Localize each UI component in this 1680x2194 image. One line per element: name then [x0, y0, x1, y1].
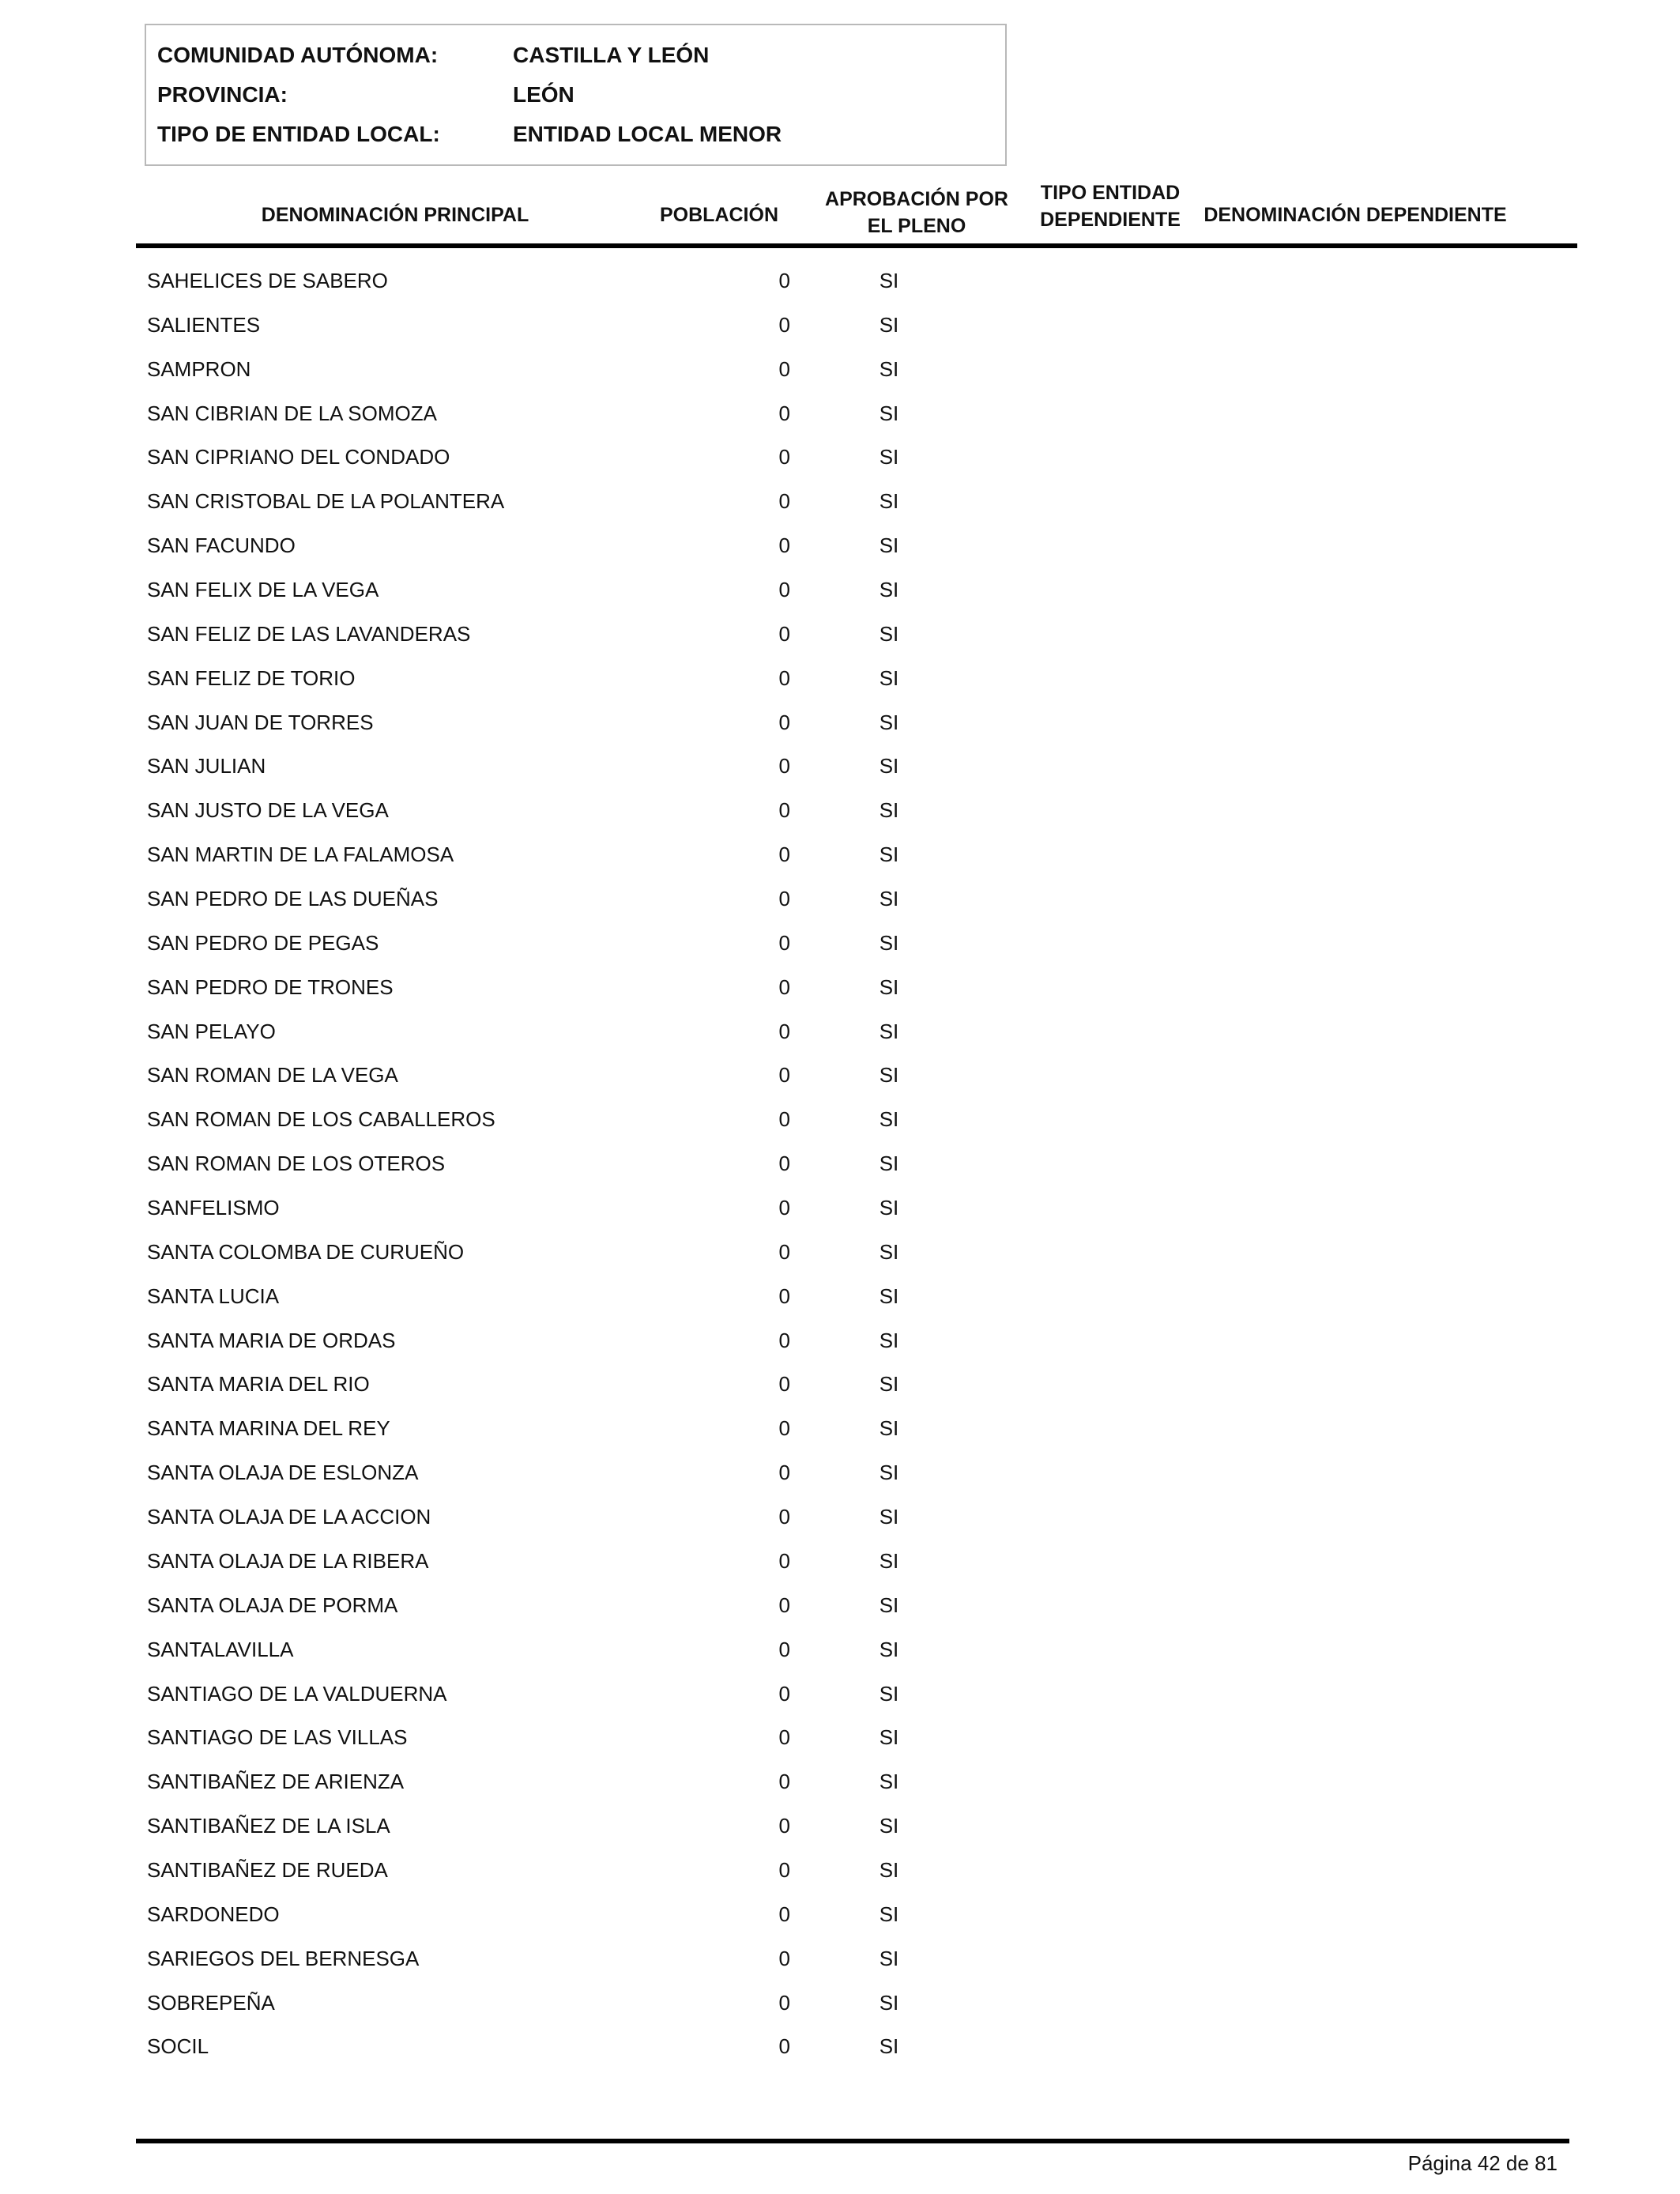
table-row	[0, 1593, 1680, 1638]
comunidad-label: COMUNIDAD AUTÓNOMA:	[157, 43, 439, 67]
approval-cell: SI	[879, 1107, 899, 1132]
entity-name-cell: SANTALAVILLA	[147, 1637, 294, 1661]
entity-name-cell: SOBREPEÑA	[147, 1990, 275, 2015]
entity-name-cell: SANTIBAÑEZ DE LA ISLA	[147, 1814, 390, 1838]
entity-name-cell: SAN JULIAN	[147, 754, 266, 778]
table-row	[0, 357, 1680, 401]
entity-name-cell: SANTA MARIA DEL RIO	[147, 1372, 370, 1397]
header-divider	[136, 243, 1577, 248]
population-cell: 0	[778, 1063, 790, 1088]
entity-name-cell: SAN CRISTOBAL DE LA POLANTERA	[147, 489, 505, 514]
table-row	[0, 1196, 1680, 1240]
table-row	[0, 401, 1680, 446]
approval-cell: SI	[879, 1196, 899, 1220]
population-cell: 0	[778, 1990, 790, 2015]
entity-name-cell: SANTA MARIA DE ORDAS	[147, 1328, 396, 1352]
table-body	[0, 269, 1680, 2079]
entity-name-cell: SANTA MARINA DEL REY	[147, 1416, 390, 1441]
approval-cell: SI	[879, 843, 899, 867]
table-row	[0, 533, 1680, 578]
population-cell: 0	[778, 710, 790, 734]
approval-cell: SI	[879, 312, 899, 337]
entity-name-cell: SAN ROMAN DE LA VEGA	[147, 1063, 398, 1088]
population-cell: 0	[778, 665, 790, 690]
approval-cell: SI	[879, 578, 899, 602]
population-cell: 0	[778, 843, 790, 867]
approval-cell: SI	[879, 1019, 899, 1043]
approval-cell: SI	[879, 974, 899, 999]
approval-cell: SI	[879, 269, 899, 292]
approval-cell: SI	[879, 1990, 899, 2015]
approval-cell: SI	[879, 1548, 899, 1573]
approval-cell: SI	[879, 401, 899, 425]
provincia-label: PROVINCIA:	[157, 82, 288, 107]
column-header-aprobacion	[822, 186, 1011, 239]
population-cell: 0	[778, 445, 790, 469]
population-cell: 0	[778, 1019, 790, 1043]
approval-cell: SI	[879, 445, 899, 469]
column-header-aprobacion-line1: APROBACIÓN POR	[825, 188, 1008, 210]
entity-name-cell: SAN CIPRIANO DEL CONDADO	[147, 445, 450, 469]
population-cell: 0	[778, 356, 790, 381]
entity-name-cell: SANTA COLOMBA DE CURUEÑO	[147, 1239, 465, 1264]
population-cell: 0	[778, 1725, 790, 1750]
footer-divider	[136, 2139, 1569, 2143]
table-row	[0, 843, 1680, 887]
column-header-denominacion-dependiente	[1201, 202, 1509, 228]
population-cell: 0	[778, 1328, 790, 1352]
approval-cell: SI	[879, 1328, 899, 1352]
table-row	[0, 1682, 1680, 1726]
entity-name-cell: SAN JUSTO DE LA VEGA	[147, 798, 389, 823]
approval-cell: SI	[879, 2034, 899, 2059]
approval-cell: SI	[879, 930, 899, 955]
column-header-tipo-line1: TIPO ENTIDAD	[1040, 182, 1181, 204]
table-row	[0, 931, 1680, 975]
entity-name-cell: SAN CIBRIAN DE LA SOMOZA	[147, 401, 437, 425]
table-row	[0, 1991, 1680, 2035]
approval-cell: SI	[879, 1461, 899, 1485]
entity-name-cell: SANTA LUCIA	[147, 1284, 280, 1308]
entity-name-cell: SAHELICES DE SABERO	[147, 269, 388, 292]
approval-cell: SI	[879, 1770, 899, 1794]
table-row	[0, 1152, 1680, 1196]
approval-cell: SI	[879, 1284, 899, 1308]
approval-cell: SI	[879, 1725, 899, 1750]
population-cell: 0	[778, 1857, 790, 1882]
table-row	[0, 754, 1680, 798]
table-row	[0, 1947, 1680, 1991]
entity-name-cell: SANTIAGO DE LA VALDUERNA	[147, 1681, 447, 1706]
table-row	[0, 622, 1680, 666]
population-cell: 0	[778, 1814, 790, 1838]
approval-cell: SI	[879, 1505, 899, 1529]
table-row	[0, 1063, 1680, 1107]
population-cell: 0	[778, 1505, 790, 1529]
entity-name-cell: SAN ROMAN DE LOS CABALLEROS	[147, 1107, 495, 1132]
tipo-entidad-label: TIPO DE ENTIDAD LOCAL:	[157, 122, 440, 146]
table-row	[0, 887, 1680, 931]
approval-cell: SI	[879, 665, 899, 690]
table-row	[0, 1814, 1680, 1858]
column-header-denominacion-text: DENOMINACIÓN PRINCIPAL	[261, 204, 529, 226]
entity-name-cell: SANTIBAÑEZ DE RUEDA	[147, 1857, 388, 1882]
table-row	[0, 2034, 1680, 2079]
population-cell: 0	[778, 1107, 790, 1132]
population-cell: 0	[778, 621, 790, 646]
entity-name-cell: SAN PEDRO DE PEGAS	[147, 930, 379, 955]
approval-cell: SI	[879, 710, 899, 734]
column-header-tipo-dependiente	[1019, 179, 1201, 233]
table-row	[0, 1725, 1680, 1770]
column-header-aprobacion-line2: EL PLENO	[867, 215, 966, 237]
approval-cell: SI	[879, 1902, 899, 1926]
column-header-denominacion	[237, 202, 553, 228]
approval-cell: SI	[879, 533, 899, 558]
entity-name-cell: SANTA OLAJA DE PORMA	[147, 1593, 398, 1617]
population-cell: 0	[778, 1461, 790, 1485]
approval-cell: SI	[879, 621, 899, 646]
entity-name-cell: SARIEGOS DEL BERNESGA	[147, 1946, 420, 1970]
entity-name-cell: SANTA OLAJA DE ESLONZA	[147, 1461, 419, 1485]
population-cell: 0	[778, 1239, 790, 1264]
column-header-tipo-line2: DEPENDIENTE	[1040, 209, 1181, 231]
population-cell: 0	[778, 930, 790, 955]
approval-cell: SI	[879, 1372, 899, 1397]
table-row	[0, 489, 1680, 533]
population-cell: 0	[778, 1284, 790, 1308]
table-row	[0, 269, 1680, 313]
table-row	[0, 1372, 1680, 1416]
entity-name-cell: SAN ROMAN DE LOS OTEROS	[147, 1152, 446, 1176]
entity-name-cell: SAN PELAYO	[147, 1019, 276, 1043]
population-cell: 0	[778, 798, 790, 823]
population-cell: 0	[778, 578, 790, 602]
entity-name-cell: SALIENTES	[147, 312, 261, 337]
entity-name-cell: SAN FELIZ DE TORIO	[147, 665, 356, 690]
entity-name-cell: SANTA OLAJA DE LA ACCION	[147, 1505, 431, 1529]
table-row	[0, 1549, 1680, 1593]
table-row	[0, 1107, 1680, 1152]
approval-cell: SI	[879, 1946, 899, 1970]
approval-cell: SI	[879, 1239, 899, 1264]
population-cell: 0	[778, 1416, 790, 1441]
population-cell: 0	[778, 1902, 790, 1926]
approval-cell: SI	[879, 1416, 899, 1441]
entity-name-cell: SOCIL	[147, 2034, 209, 2059]
table-row	[0, 1902, 1680, 1947]
entity-name-cell: SANFELISMO	[147, 1196, 280, 1220]
population-cell: 0	[778, 489, 790, 514]
entity-name-cell: SAN FELIX DE LA VEGA	[147, 578, 379, 602]
approval-cell: SI	[879, 1063, 899, 1088]
column-header-poblacion-text: POBLACIÓN	[660, 204, 778, 226]
approval-cell: SI	[879, 798, 899, 823]
entity-name-cell: SANTA OLAJA DE LA RIBERA	[147, 1548, 429, 1573]
column-header-denominacion-dependiente-text: DENOMINACIÓN DEPENDIENTE	[1203, 204, 1507, 226]
population-cell: 0	[778, 754, 790, 778]
population-cell: 0	[778, 1196, 790, 1220]
table-row	[0, 1638, 1680, 1682]
table-row	[0, 578, 1680, 622]
population-cell: 0	[778, 1372, 790, 1397]
table-row	[0, 1284, 1680, 1329]
table-row	[0, 975, 1680, 1020]
entity-name-cell: SAN FELIZ DE LAS LAVANDERAS	[147, 621, 471, 646]
population-cell: 0	[778, 1637, 790, 1661]
table-row	[0, 1770, 1680, 1814]
entity-name-cell: SARDONEDO	[147, 1902, 280, 1926]
entity-name-cell: SAN JUAN DE TORRES	[147, 710, 374, 734]
approval-cell: SI	[879, 754, 899, 778]
population-cell: 0	[778, 887, 790, 911]
entity-name-cell: SAN PEDRO DE TRONES	[147, 974, 394, 999]
provincia-value: LEÓN	[513, 82, 574, 107]
table-row	[0, 1461, 1680, 1505]
table-row	[0, 1020, 1680, 1064]
population-cell: 0	[778, 2034, 790, 2059]
population-cell: 0	[778, 269, 790, 292]
table-row	[0, 313, 1680, 357]
table-row	[0, 1329, 1680, 1373]
entity-name-cell: SAMPRON	[147, 356, 251, 381]
population-cell: 0	[778, 1681, 790, 1706]
population-cell: 0	[778, 401, 790, 425]
approval-cell: SI	[879, 1681, 899, 1706]
table-row	[0, 666, 1680, 711]
page-number: Página 42 de 81	[1407, 2151, 1558, 2175]
table-row	[0, 1416, 1680, 1461]
table-row	[0, 445, 1680, 489]
entity-name-cell: SAN FACUNDO	[147, 533, 296, 558]
tipo-entidad-value: ENTIDAD LOCAL MENOR	[513, 122, 782, 146]
entity-name-cell: SANTIBAÑEZ DE ARIENZA	[147, 1770, 405, 1794]
approval-cell: SI	[879, 1152, 899, 1176]
population-cell: 0	[778, 1152, 790, 1176]
approval-cell: SI	[879, 356, 899, 381]
population-cell: 0	[778, 533, 790, 558]
entity-info-box	[145, 24, 1007, 166]
table-row	[0, 1240, 1680, 1284]
population-cell: 0	[778, 312, 790, 337]
population-cell: 0	[778, 1593, 790, 1617]
approval-cell: SI	[879, 1637, 899, 1661]
population-cell: 0	[778, 1548, 790, 1573]
entity-name-cell: SAN MARTIN DE LA FALAMOSA	[147, 843, 454, 867]
approval-cell: SI	[879, 489, 899, 514]
population-cell: 0	[778, 974, 790, 999]
table-row	[0, 1505, 1680, 1549]
table-row	[0, 711, 1680, 755]
column-header-poblacion	[648, 202, 790, 228]
table-row	[0, 798, 1680, 843]
table-row	[0, 1858, 1680, 1902]
population-cell: 0	[778, 1946, 790, 1970]
approval-cell: SI	[879, 1857, 899, 1882]
approval-cell: SI	[879, 887, 899, 911]
approval-cell: SI	[879, 1593, 899, 1617]
entity-name-cell: SANTIAGO DE LAS VILLAS	[147, 1725, 408, 1750]
population-cell: 0	[778, 1770, 790, 1794]
approval-cell: SI	[879, 1814, 899, 1838]
comunidad-value: CASTILLA Y LEÓN	[513, 43, 710, 67]
entity-name-cell: SAN PEDRO DE LAS DUEÑAS	[147, 887, 439, 911]
